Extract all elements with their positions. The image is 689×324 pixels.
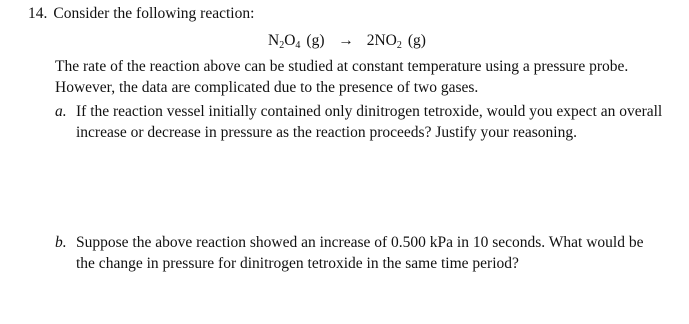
product-formula: $2NO_2$ (366, 32, 402, 51)
part-a-text: If the reaction vessel initially contained only dinitrogen tetroxide, would you expect an overall increase or decrease in pressure as the reaction proceeds? Justify your reasoning. (76, 103, 663, 141)
chemical-equation (268, 30, 426, 51)
question-number: 14. (28, 5, 48, 22)
product-phase: (g) (407, 32, 426, 49)
part-b-text: Suppose the above reaction showed an increase of 0.500 kPa in 10 seconds. What would be the change in pressure for dinitrogen tetroxide in the same time period? (76, 234, 644, 272)
question-header (28, 3, 254, 24)
reactant-phase: (g) (306, 32, 325, 49)
reaction-arrow-icon: → (338, 32, 354, 49)
part-b-letter: b. (55, 234, 67, 251)
intro-paragraph: The rate of the reaction above can be studied at constant temperature using a pressure probe. However, the data are complicated due to the presence of two gases. (55, 58, 629, 96)
part-b (55, 232, 665, 274)
part-a-letter: a. (55, 103, 67, 120)
part-a (55, 101, 665, 143)
reactant-formula: $N_2O_4$ (268, 32, 301, 51)
question-prompt: Consider the following reaction: (53, 5, 255, 22)
